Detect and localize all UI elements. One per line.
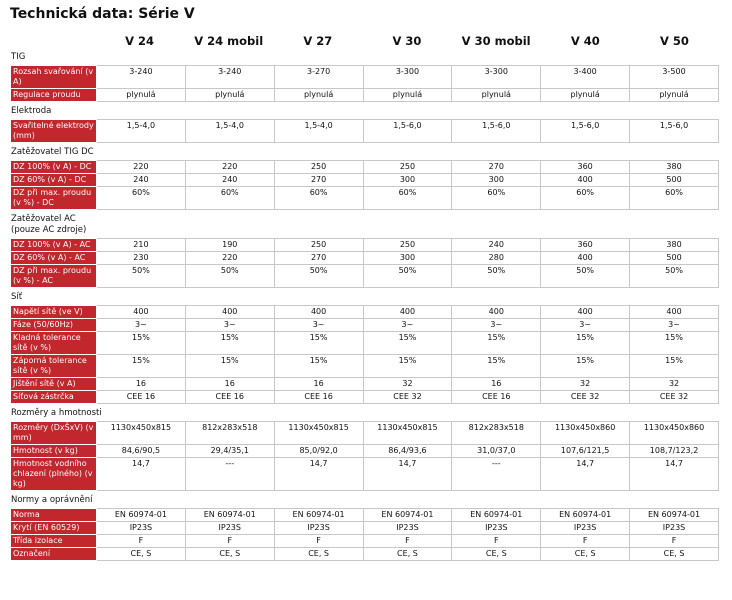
row-label: Svařitelné elektrody (mm) <box>11 120 97 143</box>
table-cell: 3-400 <box>541 66 630 89</box>
table-cell: 86,4/93,6 <box>363 445 452 458</box>
table-cell: plynulá <box>452 89 541 102</box>
table-row <box>11 66 719 89</box>
table-cell: 107,6/121,5 <box>541 445 630 458</box>
row-label: Napětí sítě (ve V) <box>11 306 97 319</box>
spec-section <box>10 52 719 102</box>
table-cell: EN 60974-01 <box>185 509 274 522</box>
table-cell: 300 <box>363 252 452 265</box>
spec-table <box>10 65 719 102</box>
table-cell: 15% <box>363 355 452 378</box>
table-cell: 14,7 <box>97 458 186 491</box>
table-cell: 210 <box>97 239 186 252</box>
table-row <box>11 548 719 561</box>
table-cell: 1130x450x860 <box>630 422 719 445</box>
table-cell: 360 <box>541 239 630 252</box>
table-row <box>11 89 719 102</box>
table-cell: CEE 16 <box>185 391 274 404</box>
table-row <box>11 391 719 404</box>
table-cell: 1130x450x815 <box>274 422 363 445</box>
table-cell: 15% <box>274 355 363 378</box>
table-row <box>11 378 719 391</box>
table-cell: 400 <box>630 306 719 319</box>
section-title: Elektroda <box>11 106 52 116</box>
table-row <box>11 161 719 174</box>
table-cell: 1,5-4,0 <box>185 120 274 143</box>
table-cell: --- <box>185 458 274 491</box>
table-cell: 50% <box>541 265 630 288</box>
row-label: DZ při max. proudu (v %) - DC <box>11 187 97 210</box>
table-cell: 15% <box>185 332 274 355</box>
table-cell: 1130x450x860 <box>541 422 630 445</box>
table-cell: 16 <box>185 378 274 391</box>
table-cell: 400 <box>541 306 630 319</box>
spec-table <box>10 421 719 491</box>
section-title: TIG <box>11 52 26 62</box>
table-cell: F <box>630 535 719 548</box>
table-cell: 400 <box>274 306 363 319</box>
table-cell: 108,7/123,2 <box>630 445 719 458</box>
table-row <box>11 422 719 445</box>
section-title: Zatěžovatel AC (pouze AC zdroje) <box>11 214 87 235</box>
table-cell: 3-300 <box>363 66 452 89</box>
table-cell: 240 <box>185 174 274 187</box>
table-cell: 1,5-6,0 <box>630 120 719 143</box>
spec-section <box>10 147 719 210</box>
table-cell: 360 <box>541 161 630 174</box>
table-cell: EN 60974-01 <box>452 509 541 522</box>
table-cell: 60% <box>363 187 452 210</box>
spec-table <box>10 160 719 210</box>
table-cell: 14,7 <box>274 458 363 491</box>
table-cell: 16 <box>274 378 363 391</box>
section-title: Rozměry a hmotnosti <box>11 408 102 418</box>
model-header: V 24 <box>125 34 155 48</box>
model-header: V 50 <box>659 34 689 48</box>
table-cell: 50% <box>97 265 186 288</box>
spec-table <box>10 238 719 288</box>
table-cell: 400 <box>97 306 186 319</box>
table-row <box>11 445 719 458</box>
table-cell: 270 <box>274 174 363 187</box>
spec-table <box>10 305 719 404</box>
table-cell: IP23S <box>630 522 719 535</box>
table-cell: 1,5-6,0 <box>363 120 452 143</box>
table-cell: 220 <box>185 252 274 265</box>
table-cell: CEE 16 <box>97 391 186 404</box>
section-title: Normy a oprávnění <box>11 495 93 505</box>
row-label: Síťová zástrčka <box>11 391 97 404</box>
row-label: DZ 100% (v A) - AC <box>11 239 97 252</box>
table-cell: F <box>97 535 186 548</box>
table-cell: 3~ <box>541 319 630 332</box>
table-cell: CE, S <box>185 548 274 561</box>
table-cell: plynulá <box>541 89 630 102</box>
table-cell: 300 <box>363 174 452 187</box>
table-cell: 85,0/92,0 <box>274 445 363 458</box>
spec-section <box>10 495 719 561</box>
table-cell: 14,7 <box>541 458 630 491</box>
table-cell: 15% <box>185 355 274 378</box>
table-row <box>11 174 719 187</box>
table-cell: 15% <box>363 332 452 355</box>
table-cell: CE, S <box>630 548 719 561</box>
table-cell: 3-240 <box>97 66 186 89</box>
spec-table <box>10 119 719 143</box>
table-cell: CEE 32 <box>541 391 630 404</box>
spec-table <box>10 508 719 561</box>
table-cell: 32 <box>363 378 452 391</box>
table-row <box>11 332 719 355</box>
table-cell: EN 60974-01 <box>97 509 186 522</box>
table-cell: 270 <box>452 161 541 174</box>
table-cell: IP23S <box>363 522 452 535</box>
table-cell: 3-270 <box>274 66 363 89</box>
table-row <box>11 252 719 265</box>
row-label: Hmotnost vodního chlazení (plného) (v kg) <box>11 458 97 491</box>
row-label: DZ při max. proudu (v %) - AC <box>11 265 97 288</box>
table-cell: F <box>185 535 274 548</box>
table-cell: 1,5-6,0 <box>452 120 541 143</box>
row-label: Regulace proudu <box>11 89 97 102</box>
section-title: Zatěžovatel TIG DC <box>11 147 94 157</box>
table-cell: plynulá <box>97 89 186 102</box>
table-row <box>11 120 719 143</box>
table-cell: 3-300 <box>452 66 541 89</box>
page-title: Technická data: Série V <box>10 6 195 22</box>
spec-section <box>10 408 719 491</box>
table-cell: 280 <box>452 252 541 265</box>
row-label: Jištění sítě (v A) <box>11 378 97 391</box>
table-row <box>11 239 719 252</box>
table-cell: 32 <box>630 378 719 391</box>
row-label: Norma <box>11 509 97 522</box>
table-cell: 3-500 <box>630 66 719 89</box>
table-row <box>11 522 719 535</box>
table-cell: 300 <box>452 174 541 187</box>
row-label: DZ 100% (v A) - DC <box>11 161 97 174</box>
row-label: Krytí (EN 60529) <box>11 522 97 535</box>
table-cell: 15% <box>97 355 186 378</box>
table-cell: 32 <box>541 378 630 391</box>
table-cell: 15% <box>541 332 630 355</box>
table-cell: 15% <box>452 332 541 355</box>
model-header-row <box>95 34 719 48</box>
table-cell: CE, S <box>541 548 630 561</box>
table-cell: 15% <box>452 355 541 378</box>
model-header: V 30 <box>392 34 422 48</box>
table-cell: 812x283x518 <box>452 422 541 445</box>
table-cell: 400 <box>363 306 452 319</box>
table-cell: 500 <box>630 252 719 265</box>
table-row <box>11 319 719 332</box>
table-cell: 15% <box>274 332 363 355</box>
table-cell: 240 <box>452 239 541 252</box>
table-cell: 15% <box>541 355 630 378</box>
table-cell: F <box>452 535 541 548</box>
table-cell: EN 60974-01 <box>541 509 630 522</box>
table-cell: plynulá <box>185 89 274 102</box>
spec-section <box>10 292 719 404</box>
table-cell: 1130x450x815 <box>363 422 452 445</box>
table-cell: 15% <box>630 332 719 355</box>
table-cell: 230 <box>97 252 186 265</box>
table-cell: 250 <box>363 161 452 174</box>
table-cell: 60% <box>97 187 186 210</box>
table-cell: 250 <box>363 239 452 252</box>
table-row <box>11 306 719 319</box>
table-cell: 50% <box>185 265 274 288</box>
table-cell: CE, S <box>452 548 541 561</box>
table-cell: 60% <box>630 187 719 210</box>
table-cell: CEE 16 <box>452 391 541 404</box>
table-cell: IP23S <box>97 522 186 535</box>
table-cell: 1,5-4,0 <box>274 120 363 143</box>
table-cell: 3~ <box>363 319 452 332</box>
table-cell: 84,6/90,5 <box>97 445 186 458</box>
table-cell: CE, S <box>97 548 186 561</box>
table-cell: 60% <box>185 187 274 210</box>
row-label: Kladná tolerance sítě (v %) <box>11 332 97 355</box>
row-label: Záporná tolerance sítě (v %) <box>11 355 97 378</box>
table-cell: 15% <box>630 355 719 378</box>
row-label: Rozsah svařování (v A) <box>11 66 97 89</box>
row-label: Hmotnost (v kg) <box>11 445 97 458</box>
table-cell: 1130x450x815 <box>97 422 186 445</box>
table-cell: 50% <box>274 265 363 288</box>
table-cell: 190 <box>185 239 274 252</box>
table-cell: 14,7 <box>363 458 452 491</box>
table-cell: F <box>363 535 452 548</box>
table-cell: 500 <box>630 174 719 187</box>
table-cell: 3~ <box>452 319 541 332</box>
table-cell: CEE 32 <box>363 391 452 404</box>
model-header: V 30 mobil <box>461 34 531 48</box>
table-cell: EN 60974-01 <box>630 509 719 522</box>
table-cell: plynulá <box>630 89 719 102</box>
row-label: Označení <box>11 548 97 561</box>
table-cell: IP23S <box>274 522 363 535</box>
table-cell: 50% <box>630 265 719 288</box>
table-cell: 31,0/37,0 <box>452 445 541 458</box>
table-cell: 400 <box>541 252 630 265</box>
table-cell: 1,5-4,0 <box>97 120 186 143</box>
table-cell: IP23S <box>452 522 541 535</box>
table-cell: 3~ <box>274 319 363 332</box>
table-cell: 250 <box>274 161 363 174</box>
table-cell: CEE 32 <box>630 391 719 404</box>
table-cell: --- <box>452 458 541 491</box>
table-cell: 220 <box>97 161 186 174</box>
table-cell: 14,7 <box>630 458 719 491</box>
table-cell: EN 60974-01 <box>274 509 363 522</box>
table-cell: plynulá <box>363 89 452 102</box>
table-cell: 240 <box>97 174 186 187</box>
table-cell: CEE 16 <box>274 391 363 404</box>
model-header: V 27 <box>303 34 333 48</box>
table-cell: 400 <box>185 306 274 319</box>
table-cell: 3-240 <box>185 66 274 89</box>
table-cell: 220 <box>185 161 274 174</box>
model-header: V 40 <box>570 34 600 48</box>
table-cell: IP23S <box>541 522 630 535</box>
table-cell: 812x283x518 <box>185 422 274 445</box>
table-cell: 60% <box>541 187 630 210</box>
table-cell: CE, S <box>363 548 452 561</box>
spec-section <box>10 106 719 143</box>
table-cell: 3~ <box>97 319 186 332</box>
table-cell: 16 <box>452 378 541 391</box>
table-cell: 3~ <box>185 319 274 332</box>
table-cell: 250 <box>274 239 363 252</box>
table-cell: 60% <box>274 187 363 210</box>
table-cell: CE, S <box>274 548 363 561</box>
spec-sections <box>10 50 719 561</box>
table-cell: 50% <box>363 265 452 288</box>
section-title: Síť <box>11 292 23 302</box>
table-cell: 380 <box>630 161 719 174</box>
table-cell: F <box>274 535 363 548</box>
table-row <box>11 355 719 378</box>
table-cell: EN 60974-01 <box>363 509 452 522</box>
table-cell: 16 <box>97 378 186 391</box>
table-cell: 400 <box>541 174 630 187</box>
row-label: Fáze (50/60Hz) <box>11 319 97 332</box>
table-cell: 3~ <box>630 319 719 332</box>
table-row <box>11 458 719 491</box>
spec-section <box>10 214 719 288</box>
table-cell: 50% <box>452 265 541 288</box>
row-label: Rozměry (DxŠxV) (v mm) <box>11 422 97 445</box>
table-row <box>11 509 719 522</box>
table-row <box>11 265 719 288</box>
table-cell: 400 <box>452 306 541 319</box>
table-cell: F <box>541 535 630 548</box>
table-cell: 1,5-6,0 <box>541 120 630 143</box>
table-cell: 29,4/35,1 <box>185 445 274 458</box>
table-cell: 60% <box>452 187 541 210</box>
row-label: DZ 60% (v A) - AC <box>11 252 97 265</box>
model-header: V 24 mobil <box>194 34 264 48</box>
table-cell: IP23S <box>185 522 274 535</box>
row-label: DZ 60% (v A) - DC <box>11 174 97 187</box>
table-cell: plynulá <box>274 89 363 102</box>
table-cell: 15% <box>97 332 186 355</box>
table-cell: 380 <box>630 239 719 252</box>
table-row <box>11 187 719 210</box>
table-row <box>11 535 719 548</box>
row-label: Třída izolace <box>11 535 97 548</box>
table-cell: 270 <box>274 252 363 265</box>
